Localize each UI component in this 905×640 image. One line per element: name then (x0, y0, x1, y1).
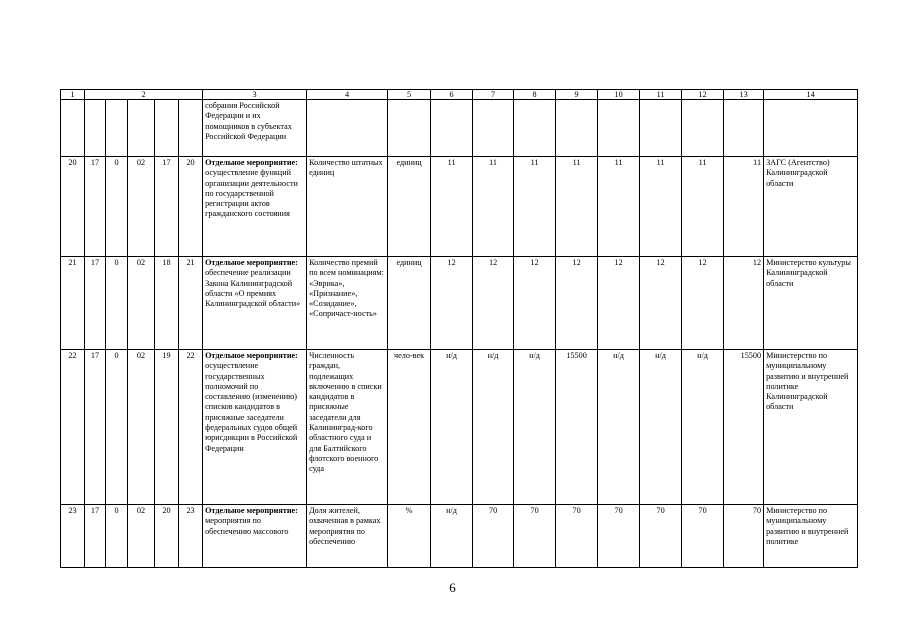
cell-v12: 11 (682, 157, 724, 257)
cell-unit: % (388, 505, 431, 568)
cell-v7: 11 (473, 157, 514, 257)
event-description: осуществление государственных полномочий по составлению (изменению) списков кандидатов в присяжные заседатели федеральных судов общей юрисдикции в Российской Федерации (205, 361, 298, 453)
cell-c3: 02 (128, 157, 155, 257)
cell-v13: 15500 (724, 350, 764, 505)
continuation-row (61, 100, 858, 157)
cell-v7: 12 (473, 257, 514, 350)
cell-v8: н/д (514, 350, 556, 505)
cell-v9: 70 (556, 505, 598, 568)
header-cell: 14 (764, 90, 858, 100)
cell-v9: 11 (556, 157, 598, 257)
header-row (61, 90, 858, 100)
header-cell: 1 (61, 90, 85, 100)
cell-indicator: Доля жителей, охваченная в рамках мероприятия по обеспечению (307, 505, 388, 568)
table-row (61, 157, 858, 257)
cell-n: 20 (61, 157, 85, 257)
cell-c5: 20 (179, 157, 203, 257)
continuation-name: собрания Российской Федерации и их помощников в субъектах Российской Федерации (203, 100, 307, 157)
page-number: 6 (449, 580, 456, 595)
event-title: Отдельное мероприятие: (205, 258, 298, 267)
cell-n: 23 (61, 505, 85, 568)
cell-resp: Министерство по муниципальному развитию и внутренней политике (764, 505, 858, 568)
cell-resp: Министерство по муниципальному развитию и внутренней политике Калининградской области (764, 350, 858, 505)
cell-c1: 17 (85, 257, 106, 350)
cell-v12: 70 (682, 505, 724, 568)
cell-unit: единиц (388, 157, 431, 257)
cell-v11: н/д (640, 350, 682, 505)
cell-indicator: Количество штатных единиц (307, 157, 388, 257)
cell-v10: 11 (598, 157, 640, 257)
cell-v8: 11 (514, 157, 556, 257)
cell-v13: 11 (724, 157, 764, 257)
cell-c4: 19 (155, 350, 179, 505)
indicators-table (60, 89, 858, 568)
cell-v13: 70 (724, 505, 764, 568)
header-cell: 7 (473, 90, 514, 100)
cell-indicator: Численность граждан, подлежащих включению в списки кандидатов в присяжные заседатели для Калининград-кого областного суда и для Балтийского флотского военного суда (307, 350, 388, 505)
cell-resp: Министерство культуры Калининградской области (764, 257, 858, 350)
cell-resp: ЗАГС (Агентство) Калининградской области (764, 157, 858, 257)
event-cell (203, 505, 307, 568)
cell-c2: 0 (106, 505, 128, 568)
cell-v9: 12 (556, 257, 598, 350)
cell-indicator: Количество премий по всем номинациям: «Эврика», «Признание», «Созидание», «Сопричаст-ность» (307, 257, 388, 350)
cell-v10: н/д (598, 350, 640, 505)
cell-v7: 70 (473, 505, 514, 568)
cell-c5: 23 (179, 505, 203, 568)
cell-c3: 02 (128, 257, 155, 350)
event-cell (203, 157, 307, 257)
cell-v6: 12 (431, 257, 473, 350)
cell-v12: 12 (682, 257, 724, 350)
event-title: Отдельное мероприятие: (205, 506, 298, 515)
cell-v13: 12 (724, 257, 764, 350)
cell-c1: 17 (85, 505, 106, 568)
header-cell: 9 (556, 90, 598, 100)
cell-c3: 02 (128, 505, 155, 568)
cell-n: 21 (61, 257, 85, 350)
header-cell: 11 (640, 90, 682, 100)
header-cell: 13 (724, 90, 764, 100)
header-cell: 8 (514, 90, 556, 100)
cell-v12: н/д (682, 350, 724, 505)
cell-c3: 02 (128, 350, 155, 505)
header-cell: 10 (598, 90, 640, 100)
cell-c5: 21 (179, 257, 203, 350)
cell-v7: н/д (473, 350, 514, 505)
cell-v11: 11 (640, 157, 682, 257)
cell-v8: 12 (514, 257, 556, 350)
cell-c2: 0 (106, 350, 128, 505)
cell-c4: 18 (155, 257, 179, 350)
event-cell (203, 350, 307, 505)
header-cell: 5 (388, 90, 431, 100)
header-cell: 12 (682, 90, 724, 100)
cell-n: 22 (61, 350, 85, 505)
event-title: Отдельное мероприятие: (205, 158, 298, 167)
cell-c4: 20 (155, 505, 179, 568)
event-description: осуществление функций организации деятельности по государственной регистрации актов гражданского состояния (205, 168, 298, 219)
header-cell: 4 (307, 90, 388, 100)
cell-unit: единиц (388, 257, 431, 350)
cell-v10: 70 (598, 505, 640, 568)
cell-v6: 11 (431, 157, 473, 257)
cell-v6: н/д (431, 350, 473, 505)
cell-c5: 22 (179, 350, 203, 505)
cell-c4: 17 (155, 157, 179, 257)
cell-c2: 0 (106, 157, 128, 257)
event-cell (203, 257, 307, 350)
header-cell: 3 (203, 90, 307, 100)
header-cell: 6 (431, 90, 473, 100)
cell-c2: 0 (106, 257, 128, 350)
event-description: мероприятия по обеспечению массового (205, 516, 289, 536)
cell-v6: н/д (431, 505, 473, 568)
event-title: Отдельное мероприятие: (205, 351, 298, 360)
event-description: обеспечение реализации Закона Калининградской области «О премиях Калининградской области» (205, 268, 301, 309)
header-cell: 2 (85, 90, 203, 100)
cell-v8: 70 (514, 505, 556, 568)
table-row (61, 505, 858, 568)
cell-v9: 15500 (556, 350, 598, 505)
cell-v11: 12 (640, 257, 682, 350)
cell-v10: 12 (598, 257, 640, 350)
table-row (61, 257, 858, 350)
table-row (61, 350, 858, 505)
cell-c1: 17 (85, 157, 106, 257)
cell-c1: 17 (85, 350, 106, 505)
cell-unit: чело-век (388, 350, 431, 505)
cell-v11: 70 (640, 505, 682, 568)
